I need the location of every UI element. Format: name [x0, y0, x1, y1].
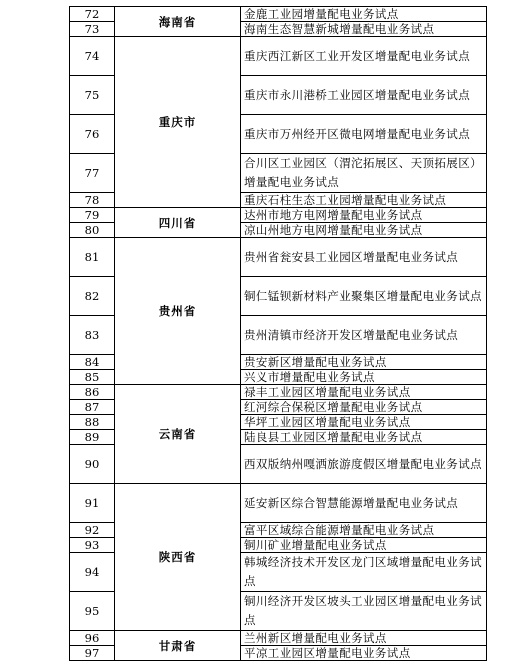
project-name: 合川区工业园区（渭沱拓展区、天顶拓展区）增量配电业务试点 — [241, 154, 487, 193]
row-number: 97 — [70, 646, 115, 661]
table-row — [70, 208, 487, 223]
project-name: 贵州清镇市经济开发区增量配电业务试点 — [241, 316, 487, 355]
project-name: 富平区域综合能源增量配电业务试点 — [241, 523, 487, 538]
project-name: 韩城经济技术开发区龙门区域增量配电业务试点 — [241, 553, 487, 592]
project-name: 海南生态智慧新城增量配电业务试点 — [241, 22, 487, 37]
province-cell: 陕西省 — [115, 484, 241, 631]
table-row — [70, 37, 487, 76]
row-number: 75 — [70, 76, 115, 115]
project-name: 达州市地方电网增量配电业务试点 — [241, 208, 487, 223]
project-name: 重庆市万州经开区微电网增量配电业务试点 — [241, 115, 487, 154]
row-number: 76 — [70, 115, 115, 154]
project-name: 贵安新区增量配电业务试点 — [241, 355, 487, 370]
row-number: 74 — [70, 37, 115, 76]
row-number: 89 — [70, 430, 115, 445]
row-number: 96 — [70, 631, 115, 646]
project-name: 兰州新区增量配电业务试点 — [241, 631, 487, 646]
row-number: 77 — [70, 154, 115, 193]
row-number: 81 — [70, 238, 115, 277]
project-name: 重庆西江新区工业开发区增量配电业务试点 — [241, 37, 487, 76]
table-row — [70, 385, 487, 400]
project-name: 西双版纳州嘎洒旅游度假区增量配电业务试点 — [241, 445, 487, 484]
row-number: 87 — [70, 400, 115, 415]
row-number: 90 — [70, 445, 115, 484]
project-name: 平凉工业园区增量配电业务试点 — [241, 646, 487, 661]
project-name: 重庆石柱生态工业园增量配电业务试点 — [241, 193, 487, 208]
project-name: 禄丰工业园区增量配电业务试点 — [241, 385, 487, 400]
project-name: 贵州省瓮安县工业园区增量配电业务试点 — [241, 238, 487, 277]
table-row — [70, 238, 487, 277]
project-name: 铜川矿业增量配电业务试点 — [241, 538, 487, 553]
row-number: 78 — [70, 193, 115, 208]
row-number: 79 — [70, 208, 115, 223]
province-cell: 海南省 — [115, 7, 241, 37]
row-number: 72 — [70, 7, 115, 22]
table-row — [70, 7, 487, 22]
pilot-project-table — [69, 6, 487, 661]
row-number: 94 — [70, 553, 115, 592]
province-cell: 重庆市 — [115, 37, 241, 208]
province-cell: 四川省 — [115, 208, 241, 238]
province-cell: 贵州省 — [115, 238, 241, 385]
project-name: 铜仁锰钡新材料产业聚集区增量配电业务试点 — [241, 277, 487, 316]
project-name: 金鹿工业园增量配电业务试点 — [241, 7, 487, 22]
province-cell: 云南省 — [115, 385, 241, 484]
row-number: 91 — [70, 484, 115, 523]
table-row — [70, 484, 487, 523]
row-number: 73 — [70, 22, 115, 37]
row-number: 85 — [70, 370, 115, 385]
row-number: 83 — [70, 316, 115, 355]
project-name: 铜川经济开发区坡头工业园区增量配电业务试点 — [241, 592, 487, 631]
row-number: 92 — [70, 523, 115, 538]
row-number: 84 — [70, 355, 115, 370]
project-name: 华坪工业园区增量配电业务试点 — [241, 415, 487, 430]
project-name: 延安新区综合智慧能源增量配电业务试点 — [241, 484, 487, 523]
row-number: 88 — [70, 415, 115, 430]
row-number: 80 — [70, 223, 115, 238]
project-name: 重庆市永川港桥工业园区增量配电业务试点 — [241, 76, 487, 115]
province-cell: 甘肃省 — [115, 631, 241, 661]
project-name: 红河综合保税区增量配电业务试点 — [241, 400, 487, 415]
project-name: 凉山州地方电网增量配电业务试点 — [241, 223, 487, 238]
row-number: 86 — [70, 385, 115, 400]
project-name: 兴义市增量配电业务试点 — [241, 370, 487, 385]
project-name: 陆良县工业园区增量配电业务试点 — [241, 430, 487, 445]
row-number: 93 — [70, 538, 115, 553]
row-number: 82 — [70, 277, 115, 316]
table-row — [70, 631, 487, 646]
row-number: 95 — [70, 592, 115, 631]
